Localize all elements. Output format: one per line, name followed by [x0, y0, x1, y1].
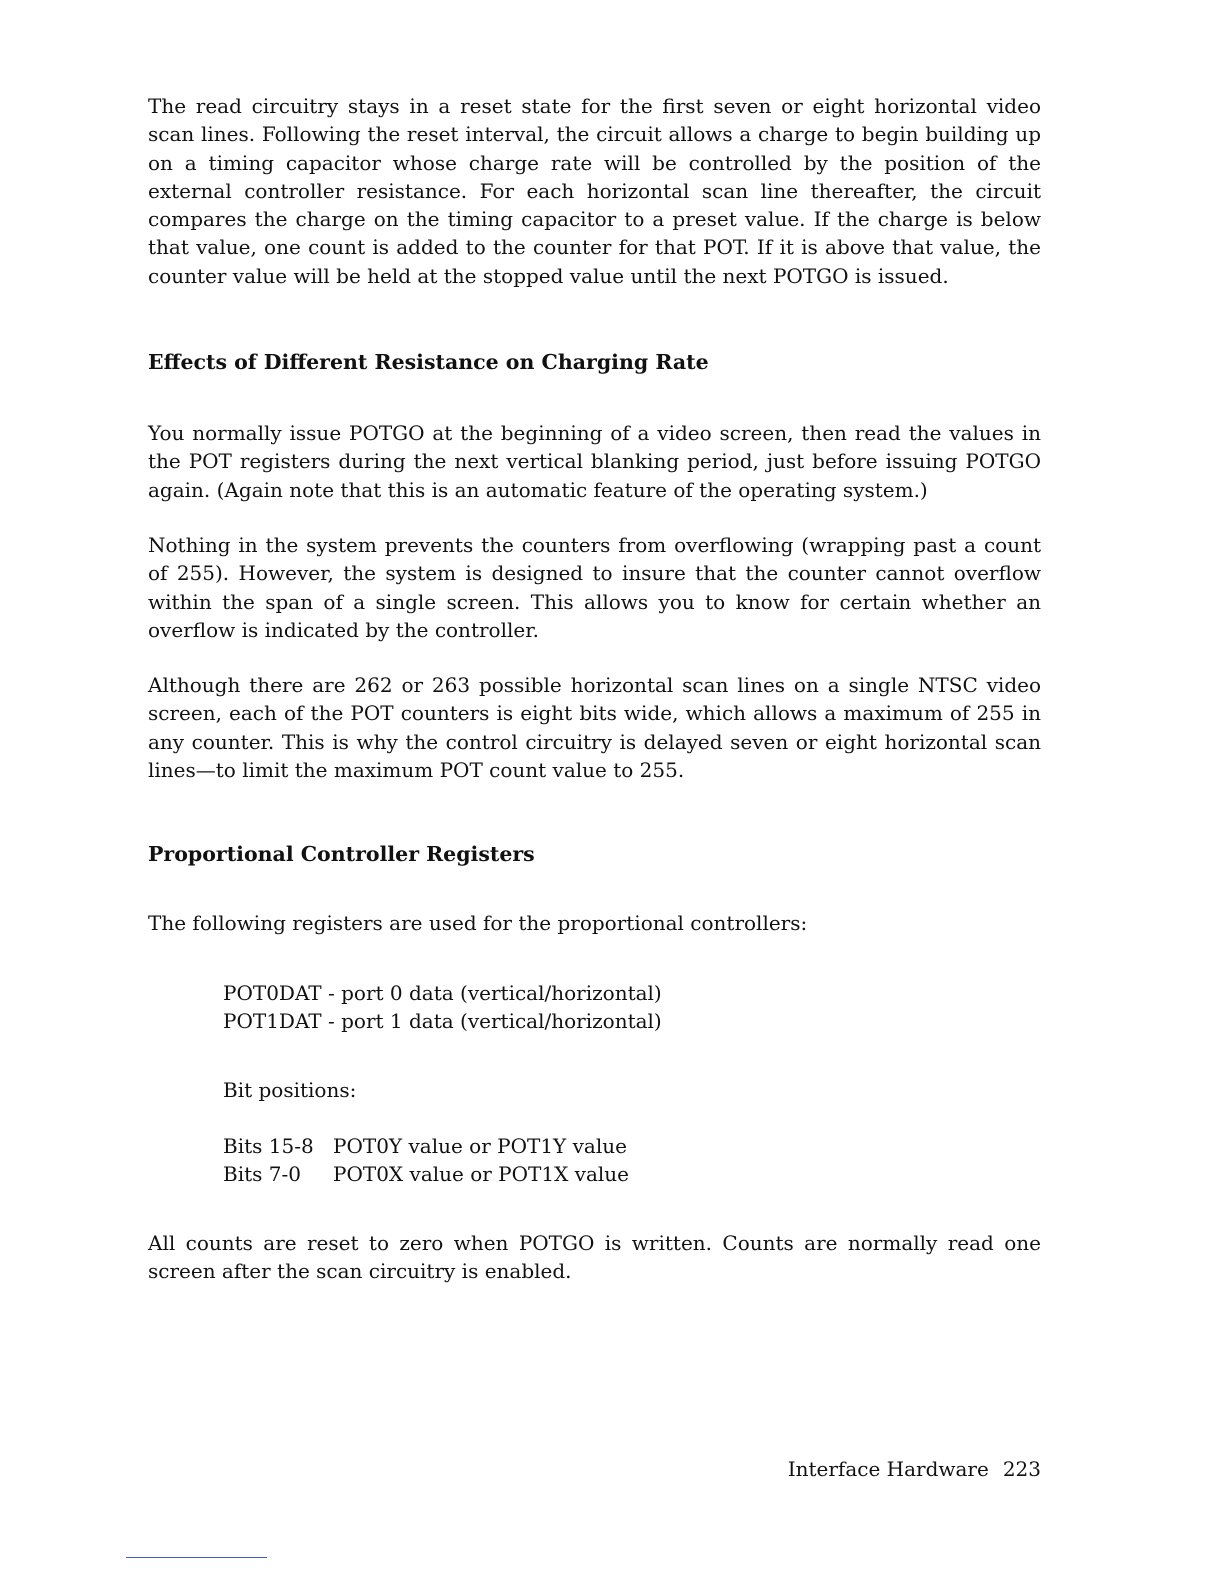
paragraph-read-circuitry: The read circuitry stays in a reset state for the first seven or eight horizontal video scan lines. Following the reset interval, the circuit allows a charge to begin building up on a timing capacitor whose charge rate will be controlled by the position of the external controller resistance. For each horizontal scan line thereafter, the circuit compares the charge on the timing capacitor to a preset value. If the charge is below that value, one count is added to the counter for that POT. If it is above that value, the counter value will be held at the stopped value until the next POTGO is issued. — [148, 94, 1041, 288]
bits-range: Bits 15-8 — [223, 1133, 314, 1158]
page-number: 223 — [1002, 1457, 1041, 1481]
paragraph-counts-reset: All counts are reset to zero when POTGO is written. Counts are normally read one screen after the scan circuitry is enabled. — [148, 1231, 1041, 1284]
register-pot1dat: POT1DAT - port 1 data (vertical/horizontal) — [223, 1008, 662, 1033]
bits-range: Bits 7-0 — [223, 1161, 301, 1186]
bit-positions-table — [223, 1132, 629, 1189]
heading-proportional-registers: Proportional Controller Registers — [148, 842, 535, 867]
footer-section-title: Interface Hardware — [787, 1457, 989, 1481]
paragraph-registers-intro: The following registers are used for the proportional controllers: — [148, 911, 808, 936]
page-content — [148, 92, 1041, 1286]
heading-effects-of-resistance: Effects of Different Resistance on Charging Rate — [148, 350, 709, 375]
bits-description: POT0Y value or POT1Y value — [333, 1133, 627, 1158]
scan-edge-rule — [126, 1557, 267, 1558]
register-pot0dat: POT0DAT - port 0 data (vertical/horizontal) — [223, 980, 662, 1005]
paragraph-issue-potgo: You normally issue POTGO at the beginning of a video screen, then read the values in the POT registers during the next vertical blanking period, just before issuing POTGO again. (Again note that this is an automatic feature of the operating system.) — [148, 421, 1041, 502]
paragraph-scan-lines: Although there are 262 or 263 possible horizontal scan lines on a single NTSC video screen, each of the POT counters is eight bits wide, which allows a maximum of 255 in any counter. This is why the control circuitry is delayed seven or eight horizontal scan lines—to limit the maximum POT count value to 255. — [148, 673, 1041, 783]
bits-description: POT0X value or POT1X value — [333, 1161, 630, 1186]
bit-positions-label: Bit positions: — [223, 1078, 357, 1103]
page-footer — [788, 1455, 1041, 1483]
table-row — [223, 1160, 629, 1188]
bit-positions-table-wrap — [223, 1132, 1041, 1189]
register-list — [223, 979, 1041, 1036]
paragraph-overflow: Nothing in the system prevents the counters from overflowing (wrapping past a count of 255). However, the system is designed to insure that the counter cannot overflow within the span of a single screen. This allows you to know for certain whether an overflow is indicated by the controller. — [148, 532, 1041, 642]
table-row — [223, 1132, 629, 1160]
